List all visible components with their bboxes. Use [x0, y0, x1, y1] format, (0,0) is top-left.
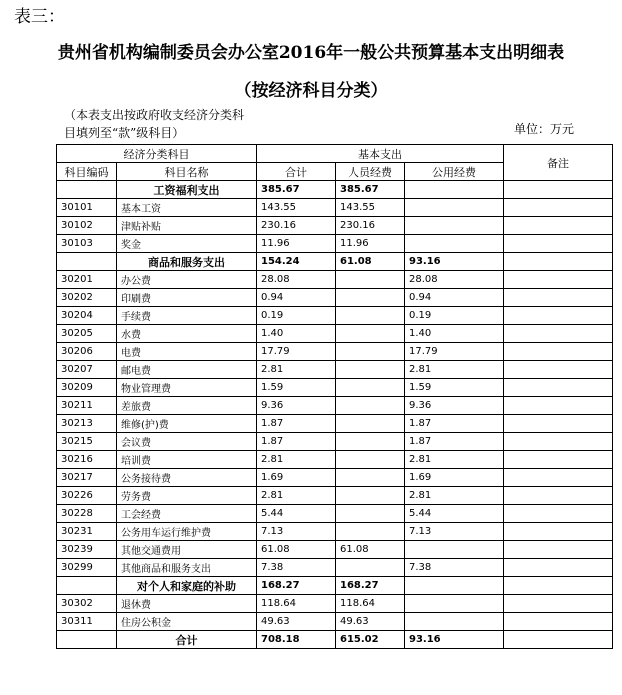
- cell-remark: [504, 541, 613, 559]
- cell-name: 邮电费: [117, 361, 257, 379]
- table-section-row: [57, 631, 613, 649]
- cell-code: 30215: [57, 433, 117, 451]
- cell-remark: [504, 559, 613, 577]
- cell-personnel: [336, 433, 405, 451]
- header-total: 合计: [257, 163, 336, 181]
- cell-personnel: 615.02: [336, 631, 405, 649]
- cell-code: 30201: [57, 271, 117, 289]
- cell-total: 708.18: [257, 631, 336, 649]
- cell-name: 办公费: [117, 271, 257, 289]
- table-row: [57, 397, 613, 415]
- cell-remark: [504, 271, 613, 289]
- cell-code: 30209: [57, 379, 117, 397]
- cell-personnel: 61.08: [336, 541, 405, 559]
- cell-remark: [504, 397, 613, 415]
- cell-personnel: [336, 271, 405, 289]
- cell-total: 7.13: [257, 523, 336, 541]
- table-row: [57, 271, 613, 289]
- cell-public: 2.81: [405, 361, 504, 379]
- cell-total: 1.87: [257, 415, 336, 433]
- cell-personnel: [336, 415, 405, 433]
- cell-total: 143.55: [257, 199, 336, 217]
- cell-code: 30299: [57, 559, 117, 577]
- table-row: [57, 505, 613, 523]
- cell-public: [405, 613, 504, 631]
- cell-code: [57, 577, 117, 595]
- cell-name: 商品和服务支出: [117, 253, 257, 271]
- cell-name: 公务用车运行维护费: [117, 523, 257, 541]
- cell-code: 30207: [57, 361, 117, 379]
- cell-remark: [504, 595, 613, 613]
- cell-code: 30226: [57, 487, 117, 505]
- unit-label: 单位：万元: [514, 122, 575, 136]
- table-row: [57, 325, 613, 343]
- table-row: [57, 613, 613, 631]
- cell-code: 30206: [57, 343, 117, 361]
- cell-name: 会议费: [117, 433, 257, 451]
- cell-code: 30228: [57, 505, 117, 523]
- cell-personnel: 11.96: [336, 235, 405, 253]
- cell-total: 0.94: [257, 289, 336, 307]
- cell-public: 0.19: [405, 307, 504, 325]
- cell-public: [405, 577, 504, 595]
- cell-personnel: [336, 307, 405, 325]
- cell-code: 30204: [57, 307, 117, 325]
- table-row: [57, 541, 613, 559]
- cell-code: 30101: [57, 199, 117, 217]
- table-section-row: [57, 577, 613, 595]
- cell-remark: [504, 631, 613, 649]
- cell-personnel: [336, 451, 405, 469]
- cell-remark: [504, 415, 613, 433]
- cell-personnel: [336, 469, 405, 487]
- cell-name: 手续费: [117, 307, 257, 325]
- cell-public: [405, 217, 504, 235]
- expenditure-table: [56, 144, 613, 649]
- table-row: [57, 415, 613, 433]
- cell-personnel: [336, 379, 405, 397]
- cell-public: 2.81: [405, 451, 504, 469]
- cell-code: 30213: [57, 415, 117, 433]
- cell-remark: [504, 235, 613, 253]
- cell-remark: [504, 289, 613, 307]
- cell-name: 工资福利支出: [117, 181, 257, 199]
- cell-remark: [504, 199, 613, 217]
- table-row: [57, 433, 613, 451]
- cell-remark: [504, 487, 613, 505]
- header-remark: 备注: [504, 145, 613, 181]
- cell-total: 118.64: [257, 595, 336, 613]
- cell-total: 5.44: [257, 505, 336, 523]
- cell-code: 30311: [57, 613, 117, 631]
- table-row: [57, 523, 613, 541]
- header-public: 公用经费: [405, 163, 504, 181]
- cell-name: 差旅费: [117, 397, 257, 415]
- cell-public: 17.79: [405, 343, 504, 361]
- cell-total: 2.81: [257, 487, 336, 505]
- cell-total: 168.27: [257, 577, 336, 595]
- cell-name: 劳务费: [117, 487, 257, 505]
- cell-name: 基本工资: [117, 199, 257, 217]
- table-row: [57, 451, 613, 469]
- cell-public: [405, 235, 504, 253]
- table-row: [57, 289, 613, 307]
- cell-name: 电费: [117, 343, 257, 361]
- cell-public: [405, 595, 504, 613]
- cell-public: 1.69: [405, 469, 504, 487]
- cell-name: 津贴补贴: [117, 217, 257, 235]
- cell-name: 奖金: [117, 235, 257, 253]
- cell-remark: [504, 325, 613, 343]
- cell-code: 30302: [57, 595, 117, 613]
- cell-personnel: [336, 361, 405, 379]
- cell-name: 物业管理费: [117, 379, 257, 397]
- cell-total: 385.67: [257, 181, 336, 199]
- cell-total: 0.19: [257, 307, 336, 325]
- cell-total: 1.59: [257, 379, 336, 397]
- table-row: [57, 361, 613, 379]
- cell-public: 7.13: [405, 523, 504, 541]
- table-section-row: [57, 253, 613, 271]
- cell-personnel: 385.67: [336, 181, 405, 199]
- cell-name: 水费: [117, 325, 257, 343]
- cell-remark: [504, 469, 613, 487]
- cell-personnel: [336, 523, 405, 541]
- cell-code: [57, 253, 117, 271]
- table-row: [57, 217, 613, 235]
- cell-remark: [504, 433, 613, 451]
- cell-name: 培训费: [117, 451, 257, 469]
- cell-personnel: [336, 289, 405, 307]
- cell-public: 93.16: [405, 631, 504, 649]
- cell-public: 1.87: [405, 415, 504, 433]
- cell-public: 1.87: [405, 433, 504, 451]
- page-title: 贵州省机构编制委员会办公室2016年一般公共预算基本支出明细表: [57, 43, 565, 63]
- cell-public: [405, 541, 504, 559]
- cell-code: 30202: [57, 289, 117, 307]
- cell-name: 对个人和家庭的补助: [117, 577, 257, 595]
- cell-personnel: 143.55: [336, 199, 405, 217]
- cell-total: 154.24: [257, 253, 336, 271]
- table-row: [57, 379, 613, 397]
- cell-public: [405, 199, 504, 217]
- cell-remark: [504, 577, 613, 595]
- cell-remark: [504, 361, 613, 379]
- header-basic-expenditure: 基本支出: [257, 145, 504, 163]
- table-row: [57, 487, 613, 505]
- cell-public: 0.94: [405, 289, 504, 307]
- cell-personnel: [336, 343, 405, 361]
- cell-personnel: 118.64: [336, 595, 405, 613]
- cell-public: 5.44: [405, 505, 504, 523]
- page-subtitle: （按经济科目分类）: [234, 81, 388, 101]
- cell-code: 30231: [57, 523, 117, 541]
- cell-code: 30211: [57, 397, 117, 415]
- cell-total: 1.87: [257, 433, 336, 451]
- cell-personnel: 49.63: [336, 613, 405, 631]
- cell-name: 住房公积金: [117, 613, 257, 631]
- cell-total: 1.69: [257, 469, 336, 487]
- cell-code: 30239: [57, 541, 117, 559]
- table-row: [57, 343, 613, 361]
- cell-personnel: [336, 559, 405, 577]
- cell-total: 2.81: [257, 451, 336, 469]
- cell-total: 7.38: [257, 559, 336, 577]
- cell-public: 1.40: [405, 325, 504, 343]
- table-row: [57, 469, 613, 487]
- cell-remark: [504, 523, 613, 541]
- cell-personnel: 168.27: [336, 577, 405, 595]
- cell-code: 30103: [57, 235, 117, 253]
- table-row: [57, 235, 613, 253]
- cell-total: 1.40: [257, 325, 336, 343]
- cell-name: 工会经费: [117, 505, 257, 523]
- cell-public: 7.38: [405, 559, 504, 577]
- cell-remark: [504, 613, 613, 631]
- cell-personnel: [336, 325, 405, 343]
- table-section-row: [57, 181, 613, 199]
- cell-remark: [504, 505, 613, 523]
- cell-public: 1.59: [405, 379, 504, 397]
- cell-code: 30216: [57, 451, 117, 469]
- cell-public: 2.81: [405, 487, 504, 505]
- cell-remark: [504, 217, 613, 235]
- cell-total: 230.16: [257, 217, 336, 235]
- cell-code: 30205: [57, 325, 117, 343]
- cell-total: 61.08: [257, 541, 336, 559]
- table-row: [57, 199, 613, 217]
- cell-total: 2.81: [257, 361, 336, 379]
- cell-name: 其他商品和服务支出: [117, 559, 257, 577]
- cell-code: [57, 631, 117, 649]
- cell-total: 28.08: [257, 271, 336, 289]
- cell-name: 公务接待费: [117, 469, 257, 487]
- header-code: 科目编码: [57, 163, 117, 181]
- cell-name: 其他交通费用: [117, 541, 257, 559]
- cell-remark: [504, 451, 613, 469]
- table-row: [57, 307, 613, 325]
- header-name: 科目名称: [117, 163, 257, 181]
- cell-name: 维修(护)费: [117, 415, 257, 433]
- cell-code: 30102: [57, 217, 117, 235]
- cell-remark: [504, 379, 613, 397]
- cell-personnel: [336, 397, 405, 415]
- cell-total: 9.36: [257, 397, 336, 415]
- cell-public: 28.08: [405, 271, 504, 289]
- cell-public: [405, 181, 504, 199]
- cell-personnel: [336, 505, 405, 523]
- cell-name: 印刷费: [117, 289, 257, 307]
- cell-remark: [504, 181, 613, 199]
- cell-remark: [504, 343, 613, 361]
- cell-code: [57, 181, 117, 199]
- cell-code: 30217: [57, 469, 117, 487]
- table-label: 表三：: [14, 7, 65, 27]
- cell-total: 49.63: [257, 613, 336, 631]
- cell-personnel: 61.08: [336, 253, 405, 271]
- table-note: （本表支出按政府收支经济分类科目填列至“款”级科目）: [64, 108, 245, 140]
- header-row-1: [57, 145, 613, 163]
- cell-name: 合计: [117, 631, 257, 649]
- cell-remark: [504, 307, 613, 325]
- cell-remark: [504, 253, 613, 271]
- cell-personnel: 230.16: [336, 217, 405, 235]
- table-row: [57, 595, 613, 613]
- cell-personnel: [336, 487, 405, 505]
- table-body: [57, 181, 613, 649]
- cell-total: 11.96: [257, 235, 336, 253]
- cell-public: 93.16: [405, 253, 504, 271]
- header-personnel: 人员经费: [336, 163, 405, 181]
- header-economic-class: 经济分类科目: [57, 145, 257, 163]
- cell-name: 退休费: [117, 595, 257, 613]
- cell-total: 17.79: [257, 343, 336, 361]
- table-row: [57, 559, 613, 577]
- cell-public: 9.36: [405, 397, 504, 415]
